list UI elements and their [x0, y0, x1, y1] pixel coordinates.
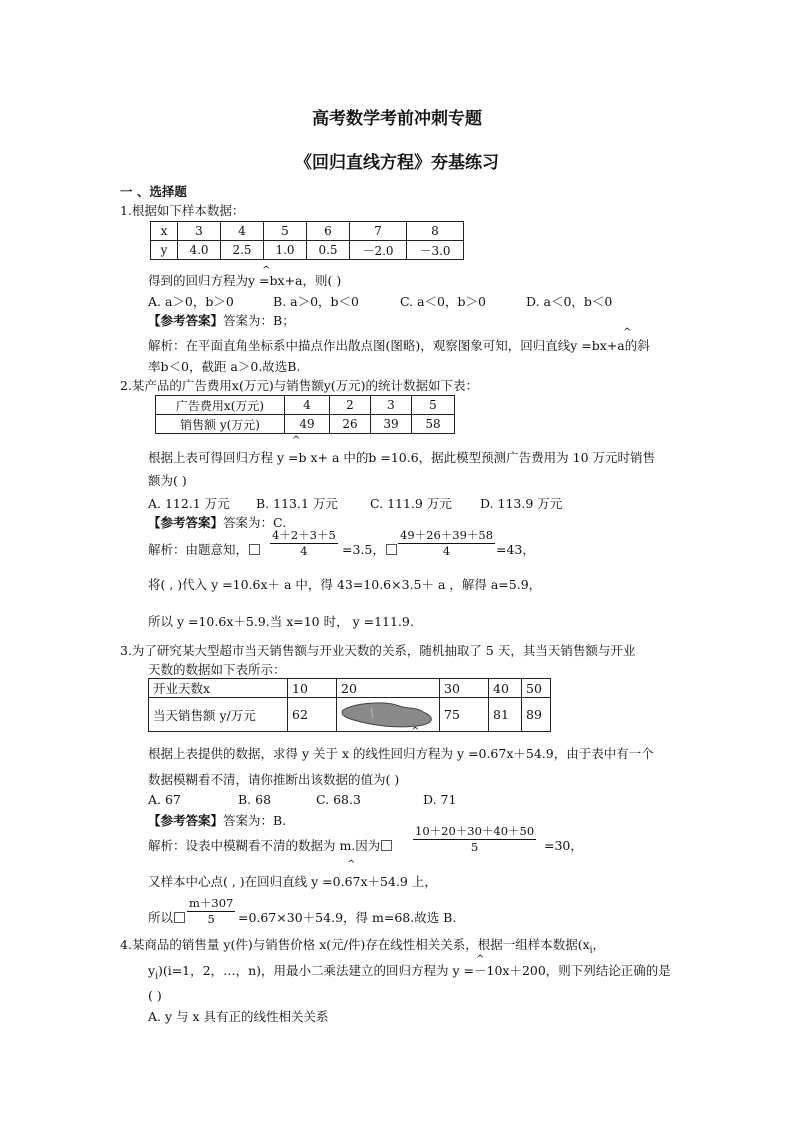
q4-stem-3: ( )	[148, 988, 162, 1003]
fraction-numerator: 10＋20＋30＋40＋50	[415, 824, 535, 838]
hat-mark: ^	[623, 327, 632, 338]
table-cell: 7	[350, 222, 407, 241]
fraction-numerator: 49＋26＋39＋58	[400, 528, 494, 542]
punctuation: ，	[592, 937, 606, 952]
fraction	[413, 824, 536, 855]
table-row	[149, 679, 551, 698]
fraction-numerator: m＋307	[189, 896, 234, 910]
subscript: i	[155, 971, 158, 982]
table-cell: y	[151, 241, 178, 260]
table-row	[151, 241, 464, 260]
q1-option-c: C. a＜0，b＞0	[400, 294, 486, 309]
q3-explanation-2: 又样本中心点( , )在回归直线 y =0.67x＋54.9 上，	[148, 874, 437, 889]
fraction	[398, 528, 495, 559]
q3-stem-2: 天数的数据如下表所示：	[148, 662, 286, 677]
table-row	[149, 698, 551, 732]
table-cell: x	[151, 222, 178, 241]
table-cell: 5	[264, 222, 307, 241]
q2-line-2: 额为( )	[148, 473, 187, 488]
hat-mark: ^	[476, 954, 485, 965]
section-heading: 一 、选择题	[120, 184, 187, 199]
xbar-symbol	[249, 544, 260, 555]
hat-mark: ^	[411, 726, 420, 737]
q2-explanation-2: 将( , )代入 y =10.6x＋ a 中，得 43=10.6×3.5＋ a ，解得 a=5.9，	[148, 577, 542, 592]
table-cell: －2.0	[350, 241, 407, 260]
hat-mark: ^	[262, 265, 271, 276]
q1-stem: 1.根据如下样本数据：	[120, 203, 245, 218]
q3-line-1: 根据上表提供的数据，求得 y 关于 x 的线性回归方程为 y =0.67x＋54.9，由于表中有一个	[148, 746, 654, 761]
answer-label: 【参考答案】	[148, 313, 224, 328]
table-cell: 开业天数x	[149, 679, 288, 698]
table-cell: 81	[489, 698, 522, 732]
q3-option-a: A. 67	[148, 792, 181, 807]
q2-line-1: 根据上表可得回归方程 y =b x+ a 中的b =10.6，据此模型预测广告费用为 10 万元时销售	[148, 450, 656, 465]
q1-option-a: A. a＞0，b＞0	[148, 294, 234, 309]
hat-mark: ^	[292, 435, 301, 446]
table-cell: 4	[285, 396, 330, 415]
table-cell: 4.0	[178, 241, 221, 260]
q2-option-a: A. 112.1 万元	[148, 496, 230, 511]
q2-explanation-3: 所以 y =10.6x＋5.9.当 x=10 时， y =111.9.	[148, 614, 414, 629]
q4-stem-2a: y	[148, 963, 156, 978]
q2-answer: 答案为：C.	[223, 515, 287, 530]
table-row	[156, 415, 455, 434]
fraction	[187, 896, 235, 927]
q1-explanation-1: 解析：在平面直角坐标系中描点作出散点图(图略)，观察图象可知，回归直线y =bx+a的斜	[148, 338, 650, 353]
fraction-denominator: 5	[207, 912, 215, 926]
fraction-numerator: 4＋2＋3＋5	[272, 528, 336, 542]
q3-table	[148, 678, 551, 732]
table-cell: 50	[522, 679, 551, 698]
table-cell: 6	[307, 222, 350, 241]
table-cell: 75	[440, 698, 489, 732]
table-cell: 当天销售额 y/万元	[149, 698, 288, 732]
q4-stem-2b: )(i=1，2，…，n)，用最小二乘法建立的回归方程为 y =－10x＋200，则下列结论正确的是	[157, 963, 671, 978]
table-cell: 40	[489, 679, 522, 698]
page-subtitle: 《回归直线方程》夯基练习	[295, 153, 499, 173]
q2-stem: 2.某产品的广告费用x(万元)与销售额y(万元)的统计数据如下表：	[120, 378, 479, 393]
table-cell: 20	[337, 679, 440, 698]
ybar-symbol	[386, 544, 397, 555]
q3-option-c: C. 68.3	[316, 792, 361, 807]
table-cell: 26	[330, 415, 371, 434]
table-cell: 4	[221, 222, 264, 241]
q3-option-b: B. 68	[238, 792, 272, 807]
table-cell: 8	[407, 222, 464, 241]
blurred-cell	[337, 698, 440, 732]
smudge-blot	[337, 698, 439, 728]
table-cell: 39	[371, 415, 412, 434]
q3-explanation-3a: 所以	[148, 910, 174, 925]
q1-option-d: D. a＜0，b＜0	[526, 294, 613, 309]
q1-explanation-2: 率b＜0，截距 a＞0.故选B.	[148, 359, 301, 374]
q2-table	[155, 395, 455, 434]
table-cell: 5	[412, 396, 455, 415]
table-cell: 1.0	[264, 241, 307, 260]
fraction-denominator: 5	[470, 840, 479, 854]
fraction	[270, 528, 338, 559]
fraction-denominator: 4	[442, 544, 451, 558]
q3-explanation-3b: =0.67×30＋54.9，得 m=68.故选 B.	[238, 910, 457, 925]
hat-mark: ^	[347, 859, 356, 870]
q1-option-b: B. a＞0，b＜0	[273, 294, 359, 309]
table-cell: 3	[178, 222, 221, 241]
table-cell: 0.5	[307, 241, 350, 260]
table-cell: 2	[330, 396, 371, 415]
q3-option-d: D. 71	[423, 792, 457, 807]
q1-answer: 答案为：B；	[223, 313, 295, 328]
q2-option-d: D. 113.9 万元	[480, 496, 563, 511]
table-cell: 2.5	[221, 241, 264, 260]
ybar-symbol	[174, 912, 185, 923]
table-row	[156, 396, 455, 415]
q2-explanation-c: =43，	[496, 542, 535, 557]
q1-equation: 得到的回归方程为y =bx+a，则( )	[148, 273, 342, 288]
q3-answer: 答案为：B.	[223, 813, 287, 828]
q2-explanation-b: =3.5，	[342, 542, 385, 557]
table-cell: 62	[288, 698, 337, 732]
table-cell: 3	[371, 396, 412, 415]
q4-stem-1: 4.某商品的销售量 y(件)与销售价格 x(元/件)存在线性相关关系，根据一组样本数据(x	[120, 937, 590, 952]
table-cell: 10	[288, 679, 337, 698]
page-title: 高考数学考前冲刺专题	[312, 109, 482, 129]
q1-table	[150, 221, 464, 260]
q3-stem-1: 3.为了研究某大型超市当天销售额与开业天数的关系，随机抽取了 5 天，其当天销售额与开业	[120, 643, 636, 658]
table-cell: 广告费用x(万元)	[156, 396, 285, 415]
q2-explanation-a: 解析：由题意知，	[148, 542, 249, 557]
q2-option-c: C. 111.9 万元	[370, 496, 452, 511]
q2-option-b: B. 113.1 万元	[256, 496, 338, 511]
table-row	[151, 222, 464, 241]
table-cell: 销售额 y(万元)	[156, 415, 285, 434]
table-cell: 49	[285, 415, 330, 434]
q3-explanation-a: 解析：设表中模糊看不清的数据为 m.因为	[148, 838, 381, 853]
q4-option-a: A. y 与 x 具有正的线性相关关系	[148, 1009, 329, 1024]
q3-explanation-b: =30，	[544, 838, 583, 853]
xbar-symbol	[381, 840, 392, 851]
subscript: i	[589, 945, 593, 956]
answer-label: 【参考答案】	[148, 813, 224, 828]
answer-label: 【参考答案】	[148, 515, 224, 530]
table-cell: 58	[412, 415, 455, 434]
q3-line-2: 数据模糊看不清，请你推断出该数据的值为( )	[148, 772, 400, 787]
fraction-denominator: 4	[300, 544, 308, 558]
table-cell: －3.0	[407, 241, 464, 260]
table-cell: 89	[522, 698, 551, 732]
table-cell: 30	[440, 679, 489, 698]
